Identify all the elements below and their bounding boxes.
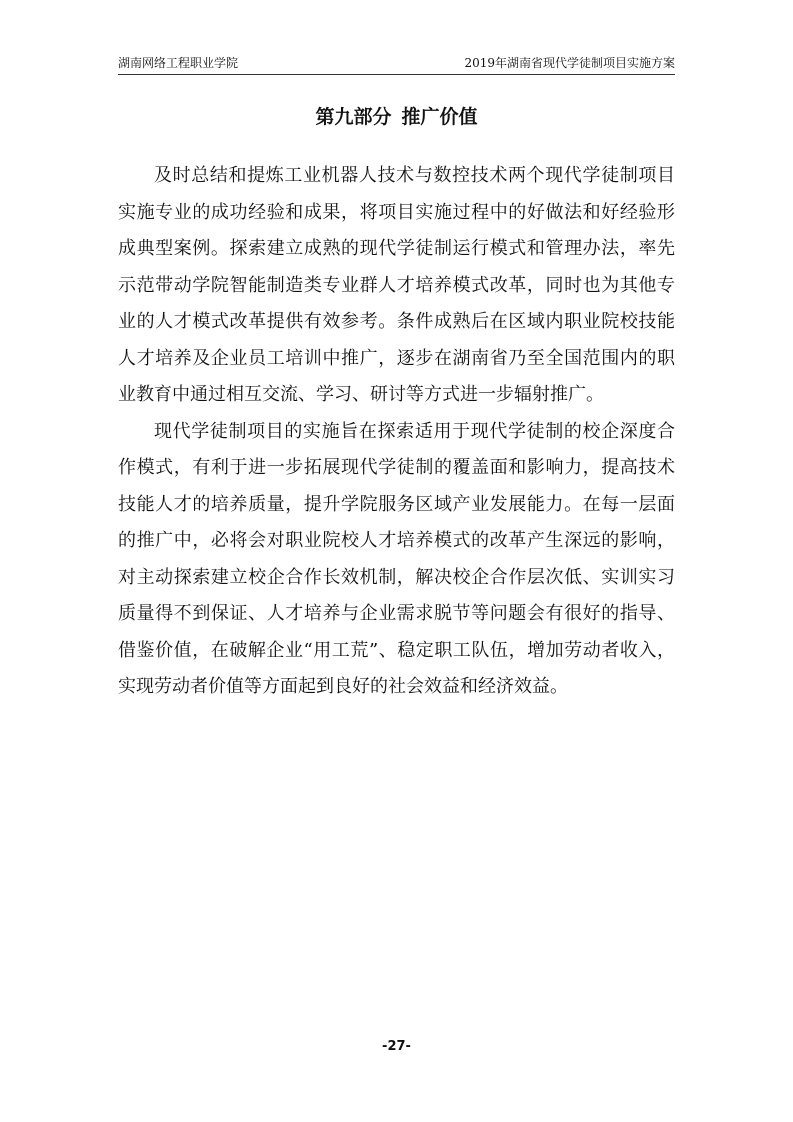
page-number: -27- — [382, 1039, 411, 1054]
section-title-text: 推广价值 — [401, 106, 478, 128]
paragraph: 及时总结和提炼工业机器人技术与数控技术两个现代学徒制项目实施专业的成功经验和成果，将项目实施过程中的好做法和好经验形成典型案例。探索建立成熟的现代学徒制运行模式和管理办法，率先示范带动学院智能制造类专业群人才培养模式改革，同时也为其他专业的人才模式改革提供有效参考。条件成熟后在区域内职业院校技能人才培养及企业员工培训中推广，逐步在湖南省乃至全国范围内的职业教育中通过相互交流、学习、研讨等方式进一步辐射推广。 — [118, 165, 675, 405]
section-part-label: 第九部分 — [315, 106, 392, 128]
header-document-title: 2019年湖南省现代学徒制项目实施方案 — [464, 56, 675, 70]
page-header — [118, 52, 675, 75]
header-institution: 湖南网络工程职业学院 — [118, 56, 239, 70]
paragraph: 现代学徒制项目的实施旨在探索适用于现代学徒制的校企深度合作模式，有利于进一步拓展现代学徒制的覆盖面和影响力，提高技术技能人才的培养质量，提升学院服务区域产业发展能力。在每一层面的推广中，必将会对职业院校人才培养模式的改革产生深远的影响，对主动探索建立校企合作长效机制，解决校企合作层次低、实训实习质量得不到保证、人才培养与企业需求脱节等问题会有很好的指导、借鉴价值，在破解企业“用工荒”、稳定职工队伍，增加劳动者收入，实现劳动者价值等方面起到良好的社会效益和经济效益。 — [118, 420, 675, 697]
section-title — [118, 103, 675, 131]
body-text — [118, 158, 675, 706]
